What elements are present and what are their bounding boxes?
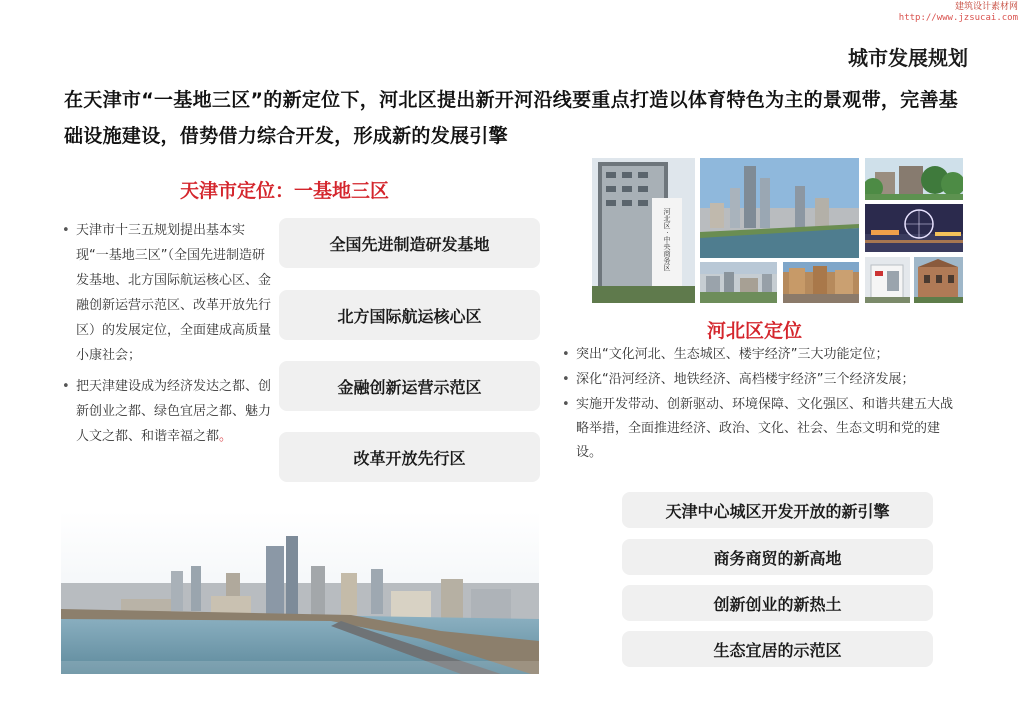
watermark (899, 2, 1018, 24)
ferris-wheel-photo (865, 204, 963, 252)
page-title: 城市发展规划 (848, 46, 968, 70)
watermark-title: 建筑设计素材网 (954, 2, 1018, 12)
hebei-pill-2: 商务商贸的新高地 (622, 539, 933, 575)
watermark-url: http://www.jzsucai.com (898, 13, 1018, 23)
tianjin-bullet-2 (62, 374, 272, 449)
tianjin-bullet-2-end: 。 (219, 429, 233, 444)
tianjin-bullet-list (62, 218, 272, 455)
building-sign-photo (592, 158, 695, 303)
tianjin-section-title: 天津市定位：一基地三区 (180, 180, 390, 202)
old-villa-photo (914, 257, 963, 303)
tianjin-pill-1: 全国先进制造研发基地 (279, 218, 540, 268)
tianjin-pill-2: 北方国际航运核心区 (279, 290, 540, 340)
hebei-bullet-3: • 实施开发带动、创新驱动、环境保障、文化强区、和谐共建五大战略举措，全面推进经济、政治、文化、社会、生态文明和党的建设。 (562, 393, 962, 465)
park-trees-photo (865, 158, 963, 200)
hebei-section-title: 河北区定位 (707, 320, 803, 342)
tianjin-pill-3: 金融创新运营示范区 (279, 361, 540, 411)
hebei-bullet-2: • 深化“沿河经济、地铁经济、高档楼宇经济”三个经济发展； (562, 368, 962, 392)
tianjin-bullet-2-text: 把天津建设成为经济发达之都、创新创业之都、绿色宜居之都、魅力人文之都、和谐幸福之都 (76, 379, 272, 444)
tianjin-bullet-1: • 天津市十三五规划提出基本实现“一基地三区”（全国先进制造研发基地、北方国际航运核心区、金融创新运营示范区、改革开放先行区）的发展定位，全面建成高质量小康社会； (62, 218, 272, 368)
hebei-pill-4: 生态宜居的示范区 (622, 631, 933, 667)
hebei-pill-1: 天津中心城区开发开放的新引擎 (622, 492, 933, 528)
skyline-river-photo (700, 158, 859, 258)
modern-building-photo (865, 257, 910, 303)
tianjin-pill-4: 改革开放先行区 (279, 432, 540, 482)
headline: 在天津市“一基地三区”的新定位下，河北区提出新开河沿线要重点打造以体育特色为主的景观带，完善基础设施建设，借势借力综合开发，形成新的发展引擎 (64, 89, 959, 147)
hebei-pill-3: 创新创业的新热土 (622, 585, 933, 621)
aerial-city-photo (700, 262, 777, 303)
hebei-bullet-list (562, 343, 962, 466)
hebei-bullet-1: • 突出“文化河北、生态城区、楼宇经济”三大功能定位； (562, 343, 962, 367)
city-river-photo (61, 511, 539, 674)
historic-street-photo (783, 262, 859, 303)
building-sign-text: 河北区 · 中央商务区 (663, 208, 671, 271)
